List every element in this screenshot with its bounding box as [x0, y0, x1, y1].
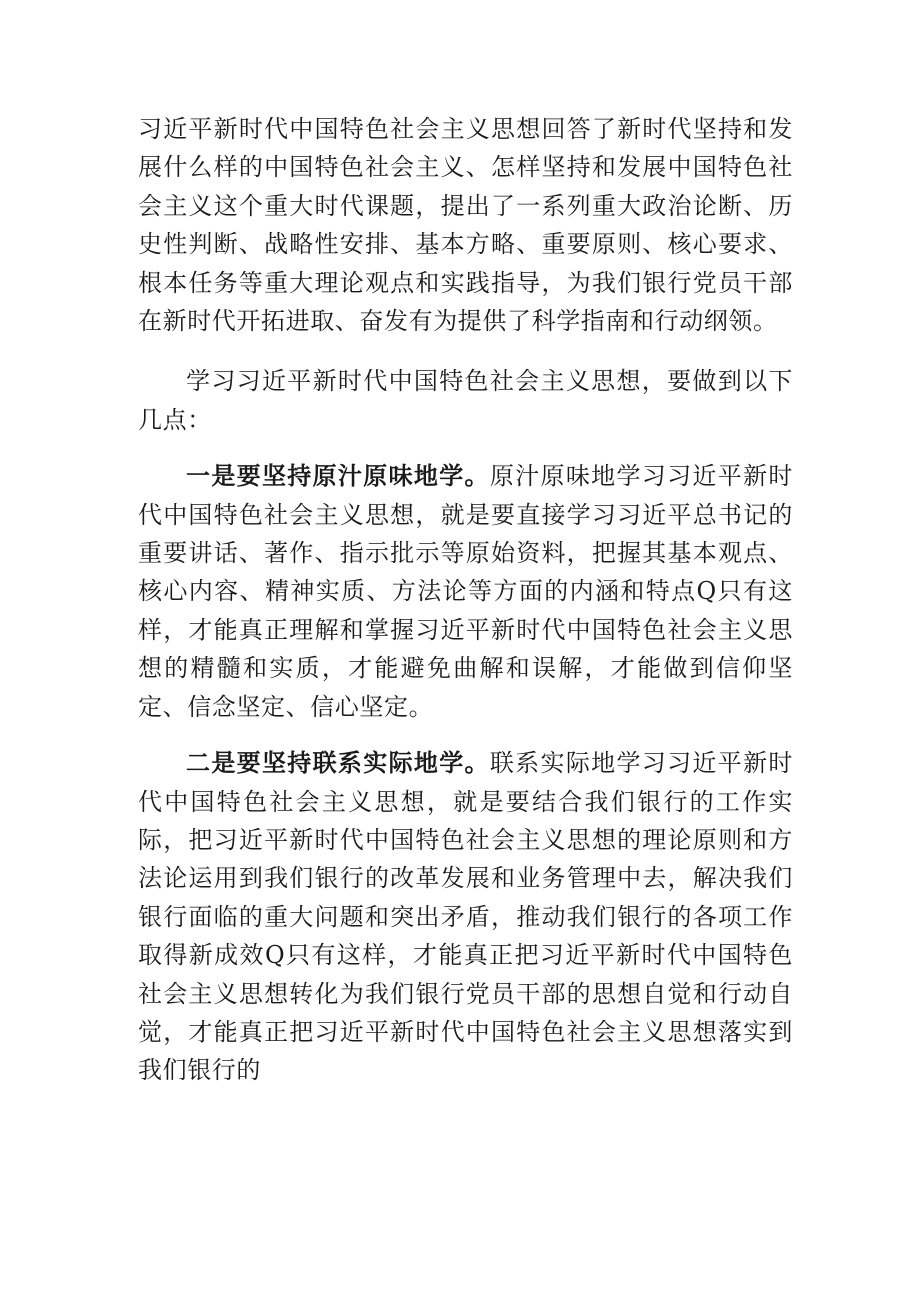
point-one-heading: 一是要坚持原汁原味地学。	[186, 461, 490, 491]
point-two-body: 联系实际地学习习近平新时代中国特色社会主义思想，就是要结合我们银行的工作实际，把习近平新时代中国特色社会主义思想的理论原则和方法论运用到我们银行的改革发展和业务管理中去，解决我们银行面临的重大问题和突出矛盾，推动我们银行的各项工作取得新成效Q只有这样，才能真正把习近平新时代中国特色社会主义思想转化为我们银行党员干部的思想自觉和行动自觉，才能真正把习近平新时代中国特色社会主义思想落实到我们银行的	[138, 749, 793, 1085]
point-two-paragraph	[138, 744, 793, 1090]
document-page	[138, 110, 793, 1090]
point-one-body: 原汁原味地学习习近平新时代中国特色社会主义思想，就是要直接学习习近平总书记的重要讲话、著作、指示批示等原始资料，把握其基本观点、核心内容、精神实质、方法论等方面的内涵和特点Q只有这样，才能真正理解和掌握习近平新时代中国特色社会主义思想的精髓和实质，才能避免曲解和误解，才能做到信仰坚定、信念坚定、信心坚定。	[138, 462, 793, 721]
point-one-paragraph	[138, 457, 793, 726]
intro-paragraph: 习近平新时代中国特色社会主义思想回答了新时代坚持和发展什么样的中国特色社会主义、怎样坚持和发展中国特色社会主义这个重大时代课题，提出了一系列重大政治论断、历史性判断、战略性安排、基本方略、重要原则、核心要求、根本任务等重大理论观点和实践指导，为我们银行党员干部在新时代开拓进取、奋发有为提供了科学指南和行动纲领。	[138, 115, 793, 336]
point-two-heading: 二是要坚持联系实际地学。	[186, 748, 490, 778]
lead-in-paragraph: 学习习近平新时代中国特色社会主义思想，要做到以下几点：	[138, 367, 793, 434]
